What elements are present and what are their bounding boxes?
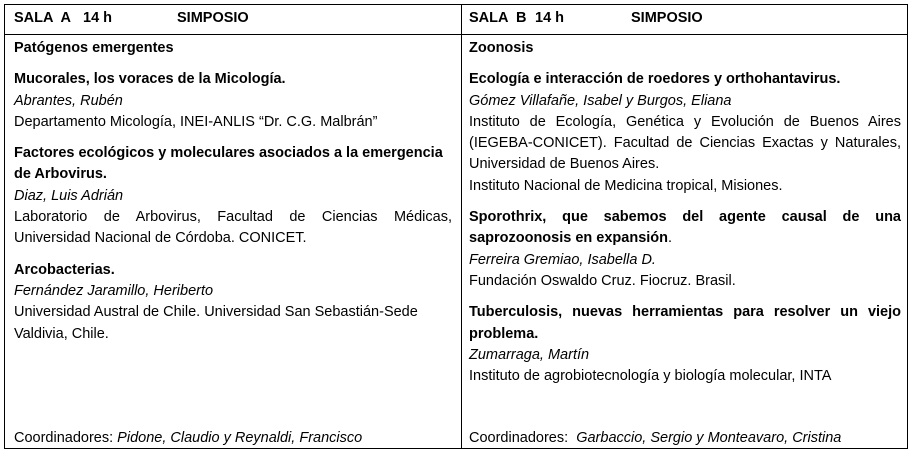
column-divider	[461, 5, 462, 448]
talk-affiliation: Instituto de Ecología, Genética y Evolución de Buenos Aires (IEGEBA-CONICET). Facultad de Ciencias Exactas y Naturales, Universidad de Buenos Aires.	[469, 113, 901, 173]
table-header-row	[5, 5, 907, 35]
sala-b-label: SALA B	[469, 10, 527, 26]
sala-b-tipo: SIMPOSIO	[631, 10, 703, 26]
talk-title: Arcobacterias.	[14, 261, 115, 278]
coordinadores-names: Pidone, Claudio y Reynaldi, Francisco	[117, 430, 363, 446]
coordinadores-names: Garbaccio, Sergio y Monteavaro, Cristina	[576, 430, 842, 446]
talk-affiliation: Universidad Austral de Chile. Universidad San Sebastián-Sede Valdivia, Chile.	[14, 304, 418, 342]
sala-b-column	[469, 38, 901, 387]
talk-title: Sporothrix, que sabemos del agente causal de una saprozoonosis en expansión	[469, 209, 901, 247]
talk-author: Ferreira Gremiao, Isabella D.	[469, 251, 656, 268]
talk-author: Gómez Villafañe, Isabel y Burgos, Eliana	[469, 92, 732, 109]
coordinadores-label: Coordinadores:	[469, 430, 577, 446]
sala-a-tipo: SIMPOSIO	[177, 10, 249, 26]
talk-title: Mucorales, los voraces de la Micología.	[14, 71, 286, 88]
talk-affiliation-secondary: Instituto Nacional de Medicina tropical, Misiones.	[469, 177, 783, 194]
sala-b-hora: 14 h	[535, 10, 565, 26]
talk-title-wrapper	[469, 207, 901, 250]
talk-affiliation: Instituto de agrobiotecnología y biología molecular, INTA	[469, 368, 832, 385]
talk-title: Tuberculosis, nuevas herramientas para resolver un viejo problema.	[469, 304, 901, 342]
talk-title: Ecología e interacción de roedores y orthohantavirus.	[469, 71, 841, 88]
talk-title-period: .	[668, 230, 673, 247]
sala-a-hora: 14 h	[83, 10, 113, 26]
program-table	[4, 4, 908, 449]
sala-b-coordinadores	[469, 430, 841, 446]
sala-a-coordinadores	[14, 430, 362, 446]
sala-a-tema: Patógenos emergentes	[14, 40, 174, 56]
sala-a-column	[14, 38, 452, 345]
talk-affiliation: Laboratorio de Arbovirus, Facultad de Ciencias Médicas, Universidad Nacional de Córdoba. CONICET.	[14, 209, 452, 247]
sala-a-label: SALA A	[14, 10, 71, 26]
talk-affiliation: Fundación Oswaldo Cruz. Fiocruz. Brasil.	[469, 272, 736, 289]
talk-title: Factores ecológicos y moleculares asociados a la emergencia de Arbovirus.	[14, 145, 443, 183]
talk-author: Diaz, Luis Adrián	[14, 187, 124, 204]
talk-author: Abrantes, Rubén	[14, 92, 123, 109]
coordinadores-label: Coordinadores:	[14, 430, 118, 446]
talk-affiliation: Departamento Micología, INEI-ANLIS “Dr. C.G. Malbrán”	[14, 113, 378, 130]
talk-author: Zumarraga, Martín	[469, 346, 590, 363]
talk-author: Fernández Jaramillo, Heriberto	[14, 282, 214, 299]
sala-b-tema: Zoonosis	[469, 40, 534, 56]
